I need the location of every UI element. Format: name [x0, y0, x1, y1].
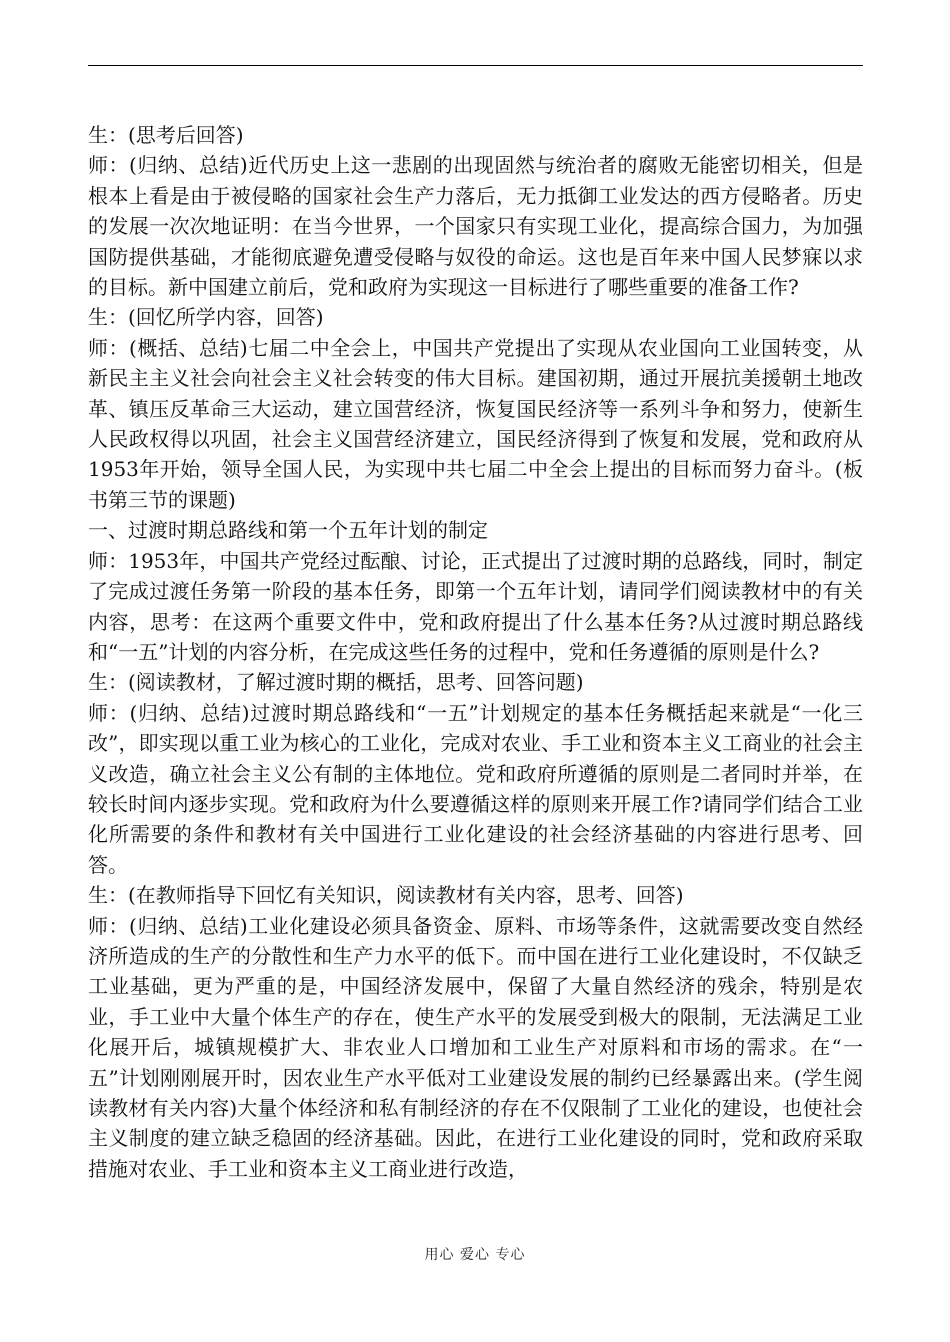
paragraph: 师：(归纳、总结)工业化建设必须具备资金、原料、市场等条件，这就需要改变自然经济所造成的生产的分散性和生产力水平的低下。而中国在进行工业化建设时，不仅缺乏工业基础，更为严重的是，中国经济发展中，保留了大量自然经济的残余，特别是农业，手工业中大量个体生产的存在，使生产水平的发展受到极大的限制，无法满足工业化展开后，城镇规模扩大、非农业人口增加和工业生产对原料和市场的需求。在“一五”计划刚刚展开时，因农业生产水平低对工业建设发展的制约已经暴露出来。(学生阅读教材有关内容)大量个体经济和私有制经济的存在不仅限制了工业化的建设，也使社会主义制度的建立缺乏稳固的经济基础。因此，在进行工业化建设的同时，党和政府采取措施对农业、手工业和资本主义工商业进行改造，: [88, 913, 863, 1181]
paragraph: 生：(阅读教材，了解过渡时期的概括，思考、回答问题): [88, 670, 584, 695]
paragraph: 生：(思考后回答): [88, 123, 244, 147]
paragraph: 生：(在教师指导下回忆有关知识，阅读教材有关内容，思考、回答): [88, 883, 684, 908]
section-heading: 一、过渡时期总路线和第一个五年计划的制定: [88, 518, 488, 543]
paragraph: 师：(归纳、总结)过渡时期总路线和“一五”计划规定的基本任务概括起来就是“一化三改”，即实现以重工业为核心的工业化，完成对农业、手工业和资本主义工商业的社会主义改造，确立社会主义公有制的主体地位。党和政府所遵循的原则是二者同时并举，在较长时间内逐步实现。党和政府为什么要遵循这样的原则来开展工作?请同学们结合工业化所需要的条件和教材有关中国进行工业化建设的社会经济基础的内容进行思考、回答。: [88, 700, 863, 877]
page-footer: 用心 爱心 专心: [424, 1247, 526, 1263]
paragraph: 生：(回忆所学内容，回答): [88, 305, 324, 330]
header-rule: [88, 65, 863, 66]
document-body: [88, 120, 863, 1184]
paragraph: 师：1953年，中国共产党经过酝酿、讨论，正式提出了过渡时期的总路线，同时，制定了完成过渡任务第一阶段的基本任务，即第一个五年计划，请同学们阅读教材中的有关内容，思考：在这两个重要文件中，党和政府提出了什么基本任务?从过渡时期总路线和“一五”计划的内容分析，在完成这些任务的过程中，党和任务遵循的原则是什么?: [88, 548, 863, 664]
paragraph: 师：(归纳、总结)近代历史上这一悲剧的出现固然与统治者的腐败无能密切相关，但是根本上看是由于被侵略的国家社会生产力落后，无力抵御工业发达的西方侵略者。历史的发展一次次地证明：在当今世界，一个国家只有实现工业化，提高综合国力，为加强国防提供基础，才能彻底避免遭受侵略与奴役的命运。这也是百年来中国人民梦寐以求的目标。新中国建立前后，党和政府为实现这一目标进行了哪些重要的准备工作?: [88, 153, 863, 300]
paragraph: 师：(概括、总结)七届二中全会上，中国共产党提出了实现从农业国向工业国转变，从新民主主义社会向社会主义社会转变的伟大目标。建国初期，通过开展抗美援朝土地改革、镇压反革命三大运动，建立国营经济，恢复国民经济等一系列斗争和努力，使新生人民政权得以巩固，社会主义国营经济建立，国民经济得到了恢复和发展，党和政府从1953年开始，领导全国人民，为实现中共七届二中全会上提出的目标而努力奋斗。(板书第三节的课题): [88, 335, 863, 512]
